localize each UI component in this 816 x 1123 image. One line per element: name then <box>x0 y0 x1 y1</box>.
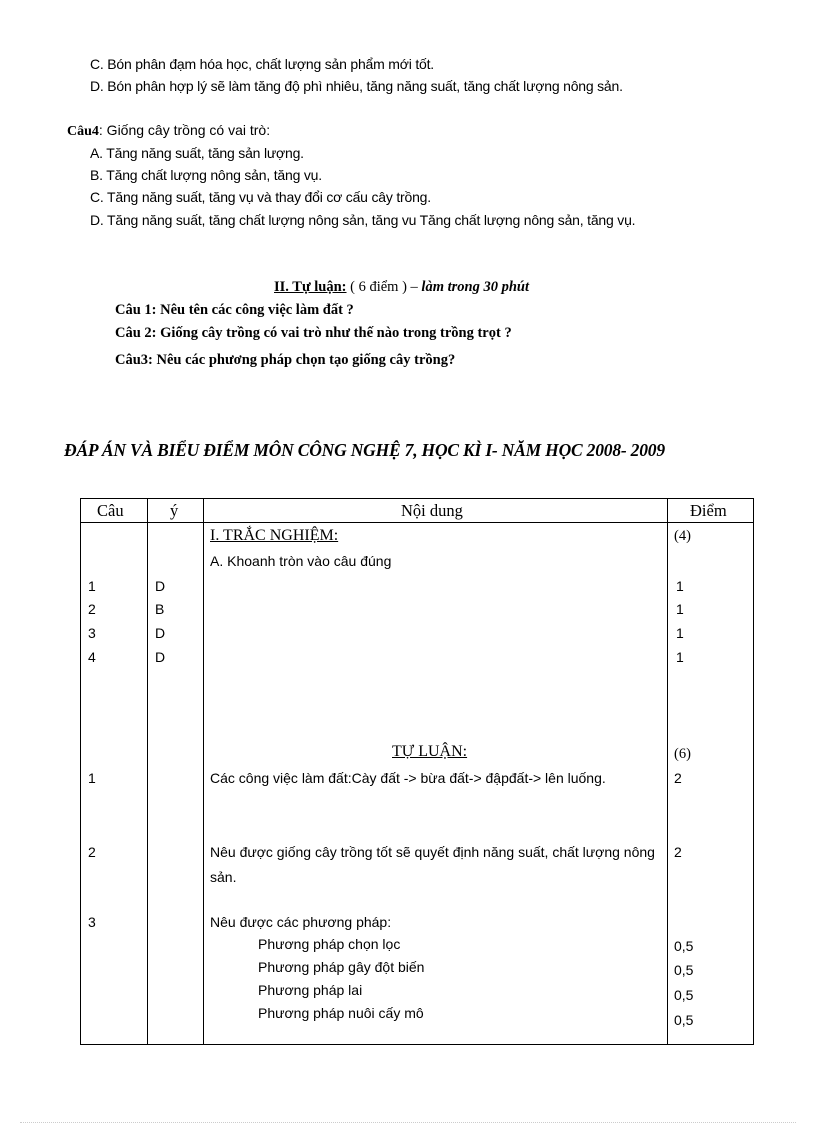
essay-heading <box>274 279 529 296</box>
table-divider-2 <box>203 498 204 1045</box>
mcq-row-2-cau: 2 <box>88 601 96 617</box>
essay-time: làm trong 30 phút <box>421 279 529 295</box>
method-4: Phương pháp nuôi cấy mô <box>258 1005 424 1021</box>
header-content: Nội dung <box>401 501 463 520</box>
q4-option-b: B. Tăng chất lượng nông sản, tăng vụ. <box>90 167 322 183</box>
mcq-row-4-score: 1 <box>676 649 684 665</box>
question-4-label: Câu4 <box>67 124 99 139</box>
method-2: Phương pháp gây đột biến <box>258 959 425 975</box>
method-1-score: 0,5 <box>674 938 694 954</box>
essay-question-3: Câu3: Nêu các phương pháp chọn tạo giống cây trồng? <box>115 352 456 368</box>
essay-row-1-cau: 1 <box>88 770 96 786</box>
header-score: Điểm <box>690 501 727 520</box>
mcq-row-4-answer: D <box>155 649 166 665</box>
method-3-score: 0,5 <box>674 987 694 1003</box>
mcq-row-3-answer: D <box>155 625 166 641</box>
section-1-instruction: A. Khoanh tròn vào câu đúng <box>210 553 392 569</box>
question-4-text: : Giống cây trồng có vai trò: <box>98 122 271 138</box>
header-cau: Câu <box>97 501 124 520</box>
table-header-divider <box>80 522 754 523</box>
q4-option-a: A. Tăng năng suất, tăng sản lượng. <box>90 145 304 161</box>
method-4-score: 0,5 <box>674 1012 694 1028</box>
method-1: Phương pháp chọn lọc <box>258 936 401 952</box>
table-divider-3 <box>667 498 668 1045</box>
mcq-row-4-cau: 4 <box>88 649 96 665</box>
method-3: Phương pháp lai <box>258 982 363 998</box>
mcq-row-3-score: 1 <box>676 625 684 641</box>
q4-option-d: D. Tăng năng suất, tăng chất lượng nông sản, tăng vu Tăng chất lượng nông sản, tăng vụ. <box>90 212 636 228</box>
method-2-score: 0,5 <box>674 962 694 978</box>
essay-row-2-content: Nêu được giống cây trồng tốt sẽ quyết định năng suất, chất lượng nông sản. <box>210 844 655 885</box>
essay-heading-title: II. Tự luận: <box>274 279 347 295</box>
header-y: ý <box>170 501 179 520</box>
essay-row-1-content: Các công việc làm đất:Cày đất -> bừa đất-> đậpđất-> lên luống. <box>210 770 606 786</box>
mcq-row-3-cau: 3 <box>88 625 96 641</box>
essay-question-1: Câu 1: Nêu tên các công việc làm đất ? <box>115 302 354 318</box>
q4-option-c: C. Tăng năng suất, tăng vụ và thay đổi cơ cấu cây trồng. <box>90 189 431 205</box>
mcq-row-2-score: 1 <box>676 601 684 617</box>
section-2-score: (6) <box>674 746 691 762</box>
essay-row-1-score: 2 <box>674 770 682 786</box>
mcq-row-1-answer: D <box>155 578 166 594</box>
mcq-row-2-answer: B <box>155 601 165 617</box>
question-4 <box>67 122 270 140</box>
mcq-row-1-cau: 1 <box>88 578 96 594</box>
mcq-option-c: C. Bón phân đạm hóa học, chất lượng sản phẩm mới tốt. <box>90 56 434 72</box>
essay-row-3-content: Nêu được các phương pháp: <box>210 914 392 930</box>
mcq-row-1-score: 1 <box>676 578 684 594</box>
answer-key-title: ĐÁP ÁN VÀ BIỂU ĐIỂM MÔN CÔNG NGHỆ 7, HỌC KÌ I- NĂM HỌC 2008- 2009 <box>64 440 665 460</box>
section-2-title: TỰ LUẬN: <box>392 743 468 760</box>
essay-points: ( 6 điểm ) – <box>346 279 422 295</box>
section-1-title: I. TRẮC NGHIỆM: <box>210 527 339 544</box>
mcq-option-d: D. Bón phân hợp lý sẽ làm tăng độ phì nhiêu, tăng năng suất, tăng chất lượng nông sản. <box>90 78 623 94</box>
essay-row-2-score: 2 <box>674 844 682 860</box>
essay-row-2-cau: 2 <box>88 844 96 860</box>
essay-question-2: Câu 2: Giống cây trồng có vai trò như thế nào trong trồng trọt ? <box>115 325 512 341</box>
essay-row-3-cau: 3 <box>88 914 96 930</box>
table-divider-1 <box>147 498 148 1045</box>
section-1-score: (4) <box>674 528 691 544</box>
